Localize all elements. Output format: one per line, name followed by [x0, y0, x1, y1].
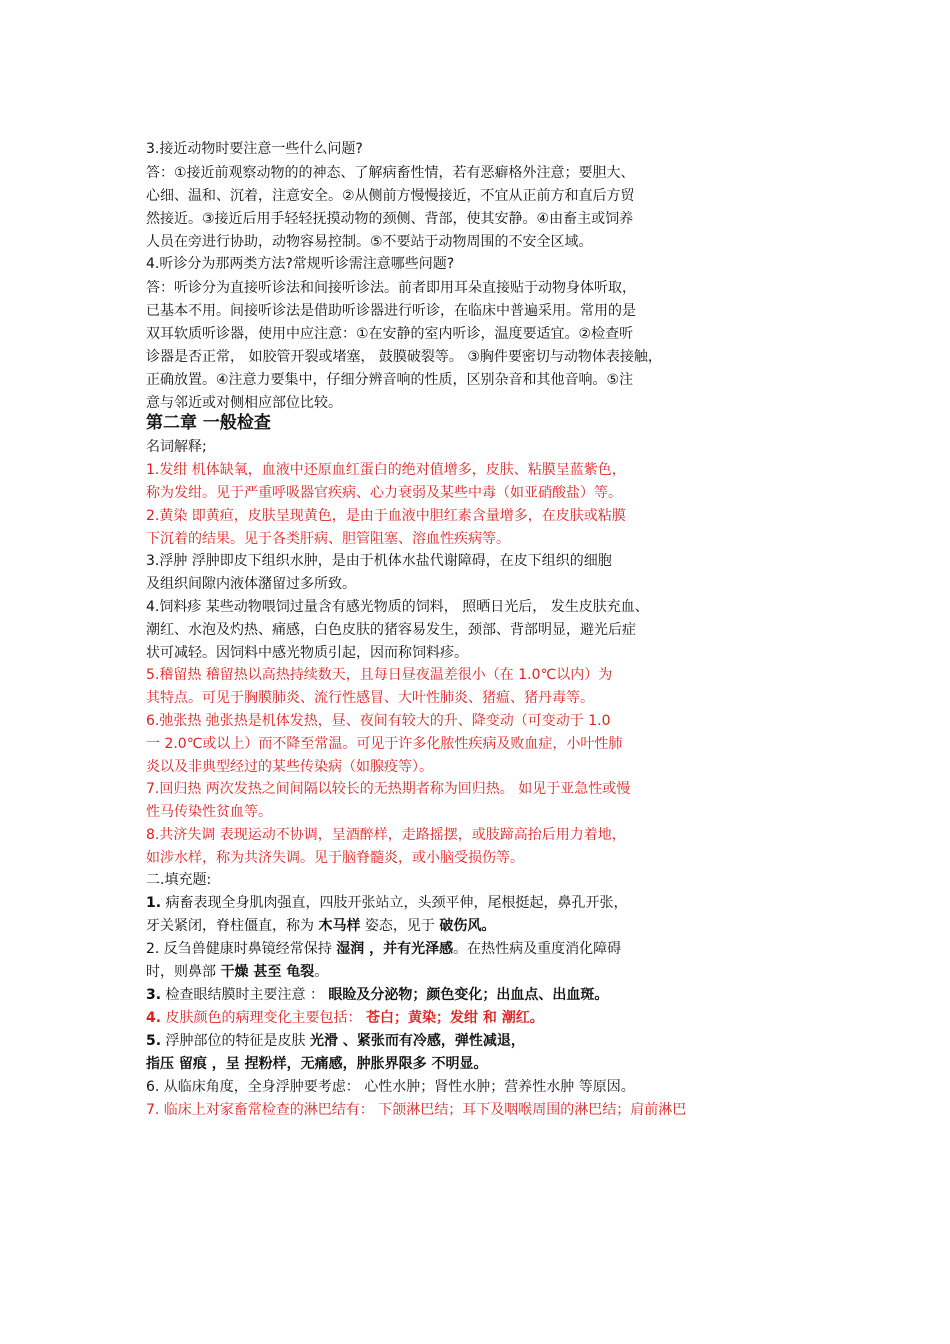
- term-feed-rash: 潮红、水泡及灼热、痛感，白色皮肤的猪容易发生，颈部、背部明显，避光后症: [146, 622, 636, 638]
- fill-item-5: [146, 1030, 525, 1052]
- q3-answer-line: 然接近。③接近后用手轻轻抚摸动物的颈侧、背部，使其安静。④由畜主或饲养: [146, 211, 634, 227]
- term-feed-rash: 4.饲料疹 某些动物喂饲过量含有感光物质的饲料， 照晒日光后， 发生皮肤充血、: [146, 599, 649, 615]
- fill-4-number: 4.: [146, 1010, 162, 1026]
- fill-item-1-cont: [146, 915, 495, 937]
- fill-2-text: 时，则鼻部: [146, 964, 221, 980]
- fill-3-number: 3.: [146, 987, 162, 1003]
- q3-answer-line: 心细、温和、沉着，注意安全。②从侧前方慢慢接近，不宜从正前方和直后方贸: [146, 188, 635, 204]
- fill-item-4: [146, 1007, 544, 1029]
- term-relapsing-fever: 性马传染性贫血等。: [146, 804, 272, 820]
- term-edema: 及组织间隙内液体潴留过多所致。: [146, 576, 356, 592]
- fill-4-answer: 苍白；黄染；发绀 和 潮红。: [365, 1010, 544, 1026]
- q3-answer-line: 答：①接近前观察动物的的神态、了解病畜性情，若有恶癖格外注意；要胆大、: [146, 165, 635, 181]
- term-relapsing-fever: 7.回归热 两次发热之间间隔以较长的无热期者称为回归热。 如见于亚急性或慢: [146, 781, 631, 797]
- fill-2-text: 2. 反刍兽健康时鼻镜经常保持: [146, 941, 337, 957]
- term-remittent-fever: 炎以及非典型经过的某些传染病（如腺疫等）。: [146, 759, 433, 775]
- fill-item-6: 6. 从临床角度，全身浮肿要考虑： 心性水肿；肾性水肿；营养性水肿 等原因。: [146, 1079, 635, 1095]
- q4-question: 4.听诊分为那两类方法?常规听诊需注意哪些问题?: [146, 256, 455, 272]
- fill-2-text: 。: [314, 964, 329, 980]
- term-ataxia: 如涉水样，称为共济失调。见于脑脊髓炎，或小脑受损伤等。: [146, 850, 524, 866]
- fill-2-answer: 湿润 ，并有光泽感: [336, 941, 454, 957]
- fill-item-5-cont: 指压 留痕 ，呈 捏粉样，无痛感，肿胀界限多 不明显。: [146, 1056, 488, 1072]
- term-cyanosis: 1.发绀 机体缺氧，血液中还原血红蛋白的绝对值增多，皮肤、粘膜呈蓝紫色，: [146, 462, 626, 478]
- term-continuous-fever: 5.稽留热 稽留热以高热持续数天，且每日昼夜温差很小（在 1.0℃以内）为: [146, 667, 613, 683]
- chapter-title: 第二章 一般检查: [146, 413, 271, 433]
- fill-item-2: [146, 938, 621, 960]
- q3-answer-line: 人员在旁进行协助，动物容易控制。⑤不要站于动物周围的不安全区域。: [146, 234, 593, 250]
- fill-1-number: 1.: [146, 895, 162, 911]
- fill-3-text: 检查眼结膜时主要注意 ：: [161, 987, 329, 1003]
- term-remittent-fever: 一 2.0℃或以上）而不降至常温。可见于许多化脓性疾病及败血症，小叶性肺: [146, 736, 623, 752]
- fill-heading: 二.填充题:: [146, 872, 212, 888]
- fill-item-2-cont: [146, 961, 328, 983]
- fill-4-text: 皮肤颜色的病理变化主要包括：: [161, 1010, 366, 1026]
- q4-answer-line: 已基本不用。间接听诊法是借助听诊器进行听诊，在临床中普遍采用。常用的是: [146, 303, 636, 319]
- q3-question: 3.接近动物时要注意一些什么问题?: [146, 141, 363, 157]
- fill-item-3: [146, 984, 608, 1006]
- terms-heading: 名词解释;: [146, 439, 207, 455]
- term-remittent-fever: 6.弛张热 弛张热是机体发热，昼、夜间有较大的升、降变动（可变动于 1.0: [146, 713, 611, 729]
- term-continuous-fever: 其特点。可见于胸膜肺炎、流行性感冒、大叶性肺炎、猪瘟、猪丹毒等。: [146, 690, 594, 706]
- q4-answer-line: 答：听诊分为直接听诊法和间接听诊法。前者即用耳朵直接贴于动物身体听取，: [146, 280, 636, 296]
- fill-item-1: [146, 892, 628, 914]
- fill-3-answer: 眼睑及分泌物；颜色变化；出血点、出血斑。: [328, 987, 609, 1003]
- fill-2-answer: 干燥 甚至 龟裂: [220, 964, 315, 980]
- q4-answer-line: 正确放置。④注意力要集中，仔细分辨音响的性质，区别杂音和其他音响。⑤注: [146, 372, 634, 388]
- term-edema: 3.浮肿 浮肿即皮下组织水肿，是由于机体水盐代谢障碍，在皮下组织的细胞: [146, 553, 612, 569]
- term-jaundice: 下沉着的结果。见于各类肝病、胆管阻塞、溶血性疾病等。: [146, 531, 510, 547]
- fill-5-text: 浮肿部位的特征是皮肤: [161, 1033, 310, 1049]
- fill-2-text: 。在热性病及重度消化障碍: [453, 941, 622, 957]
- term-jaundice: 2.黄染 即黄疸，皮肤呈现黄色，是由于血液中胆红素含量增多，在皮肤或粘膜: [146, 508, 626, 524]
- term-feed-rash: 状可减轻。因饲料中感光物质引起，因而称饲料疹。: [146, 645, 468, 661]
- fill-5-number: 5.: [146, 1033, 162, 1049]
- term-cyanosis: 称为发绀。见于严重呼吸器官疾病、心力衰弱及某些中毒（如亚硝酸盐）等。: [146, 485, 622, 501]
- fill-item-7: 7. 临床上对家畜常检查的淋巴结有： 下颌淋巴结；耳下及咽喉周围的淋巴结；肩前淋巴: [146, 1102, 687, 1118]
- fill-1-text: 牙关紧闭，脊柱僵直，称为: [146, 918, 319, 934]
- fill-1-text: 姿态，见于: [360, 918, 440, 934]
- term-ataxia: 8.共济失调 表现运动不协调，呈酒醉样，走路摇摆，或肢蹄高抬后用力着地，: [146, 827, 626, 843]
- fill-1-answer: 破伤风。: [439, 918, 496, 934]
- q4-answer-line: 诊器是否正常， 如胶管开裂或堵塞， 鼓膜破裂等。 ③胸件要密切与动物体表接触，: [146, 349, 662, 365]
- fill-1-text: 病畜表现全身肌肉强直，四肢开张站立，头颈平伸，尾根挺起，鼻孔开张，: [161, 895, 628, 911]
- q4-answer-line: 双耳软质听诊器，使用中应注意：①在安静的室内听诊，温度要适宜。②检查听: [146, 326, 634, 342]
- q4-answer-line: 意与邻近或对侧相应部位比较。: [146, 395, 342, 411]
- fill-1-answer: 木马样: [318, 918, 361, 934]
- fill-5-answer: 光滑 、紧张而有冷感，弹性减退，: [309, 1033, 525, 1049]
